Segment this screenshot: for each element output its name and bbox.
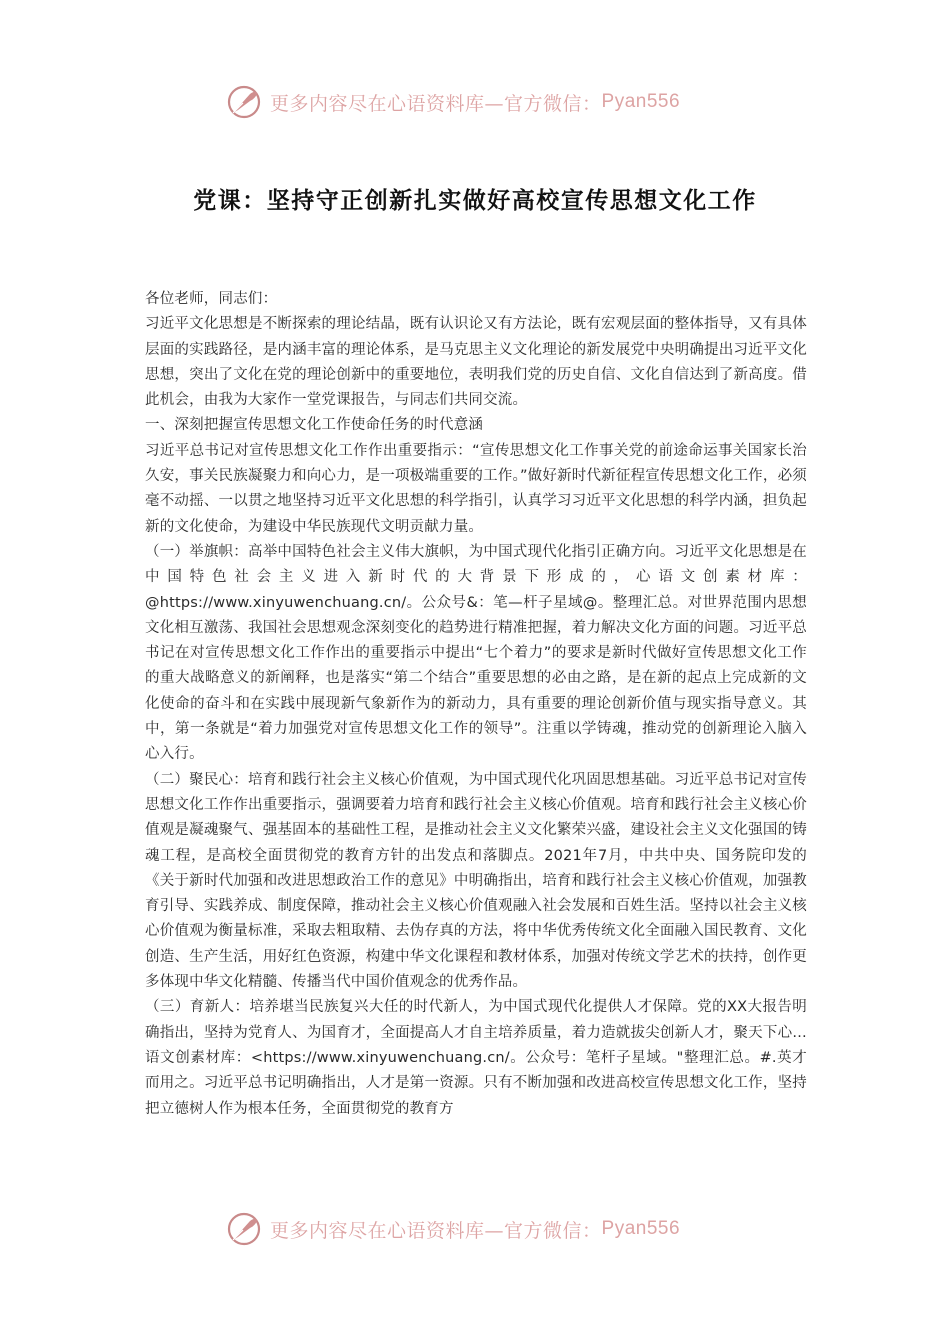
paragraph-item-2: （二）聚民心：培育和践行社会主义核心价值观，为中国式现代化巩固思想基础。习近平总书记对宣传思想文化工作作出重要指示，强调要着力培育和践行社会主义核心价值观。培育和践行社会主义核心价值观是凝魂聚气、强基固本的基础性工程，是推动社会主义文化繁荣兴盛，建设社会主义文化强国的铸魂工程，是高校全面贯彻党的教育方针的出发点和落脚点。2021年7月，中共中央、国务院印发的《关于新时代加强和改进思想政治工作的意见》中明确指出，培育和践行社会主义核心价值观，加强教育引导、实践养成、制度保障，推动社会主义核心价值观融入社会发展和百姓生活。坚持以社会主义核心价值观为衡量标准，采取去粗取精、去伪存真的方法，将中华优秀传统文化全面融入国民教育、文化创造、生产生活，用好红色资源，构建中华文化课程和教材体系，加强对传统文学艺术的扶持，创作更多体现中华文化精髓、传播当代中国价值观念的优秀作品。 [145,771,807,991]
watermark-wechat-id: Pyan556 [601,91,681,112]
document-title: 党课：坚持守正创新扎实做好高校宣传思想文化工作 [193,187,757,214]
quill-logo-icon [226,1211,262,1247]
paragraph: 习近平总书记对宣传思想文化工作作出重要指示：“宣传思想文化工作事关党的前途命运事关国家长治久安，事关民族凝聚力和向心力，是一项极端重要的工作。”做好新时代新征程宣传思想文化工作，必须毫不动摇、一以贯之地坚持习近平文化思想的科学指引，认真学习习近平文化思想的科学内涵，担负起新的文化使命，为建设中华民族现代文明贡献力量。 [145,442,807,535]
quill-logo-icon [226,84,262,120]
paragraph-intro: 习近平文化思想是不断探索的理论结晶，既有认识论又有方法论，既有宏观层面的整体指导，又有具体层面的实践路径，是内涵丰富的理论体系，是马克思主义文化理论的新发展党中央明确提出习近平文化思想，突出了文化在党的理论创新中的重要地位，表明我们党的历史自信、文化自信达到了新高度。借此机会，由我为大家作一堂党课报告，与同志们共同交流。 [145,316,807,409]
paragraph-item-1: （一）举旗帜：高举中国特色社会主义伟大旗帜，为中国式现代化指引正确方向。习近平文化思想是在中国特色社会主义进入新时代的大背景下形成的，心语文创素材库：@https://www.xinyuwenchuang.cn/。公众号&：笔—杆子星域@。整理汇总。对世界范围内思想文化相互激荡、我国社会思想观念深刻变化的趋势进行精准把握，着力解决文化方面的问题。习近平总书记在对宣传思想文化工作作出的重要指示中提出“七个着力”的要求是新时代做好宣传思想文化工作的重大战略意义的新阐释，也是落实“第二个结合”重要思想的必由之路，是在新的起点上完成新的文化使命的奋斗和在实践中展现新气象新作为的新动力，具有重要的理论创新价值与现实指导意义。其中，第一条就是“着力加强党对宣传思想文化工作的领导”。注重以学铸魂，推动党的创新理论入脑入心入行。 [145,543,807,763]
watermark-text: 更多内容尽在心语资料库—官方微信： [270,1219,602,1242]
paragraph-item-3: （三）育新人：培养堪当民族复兴大任的时代新人，为中国式现代化提供人才保障。党的XX大报告明确指出，坚持为党育人、为国育才，全面提高人才自主培养质量，着力造就拔尖创新人才，聚天下心…语文创素材库：<https://www.xinyuwenchuang.cn/。公众号：笔杆子星域。"整理汇总。#.英才而用之。习近平总书记明确指出，人才是第一资源。只有不断加强和改进高校宣传思想文化工作，坚持把立德树人作为根本任务，全面贯彻党的教育方 [145,999,807,1117]
watermark-wechat-id: Pyan556 [601,1218,681,1239]
header-watermark-banner [226,82,746,122]
salutation: 各位老师，同志们： [145,291,278,307]
watermark-text: 更多内容尽在心语资料库—官方微信： [270,92,602,115]
section-heading: 一、深刻把握宣传思想文化工作使命任务的时代意涵 [145,417,484,434]
document-body [145,287,807,1122]
footer-watermark-banner [226,1209,746,1249]
